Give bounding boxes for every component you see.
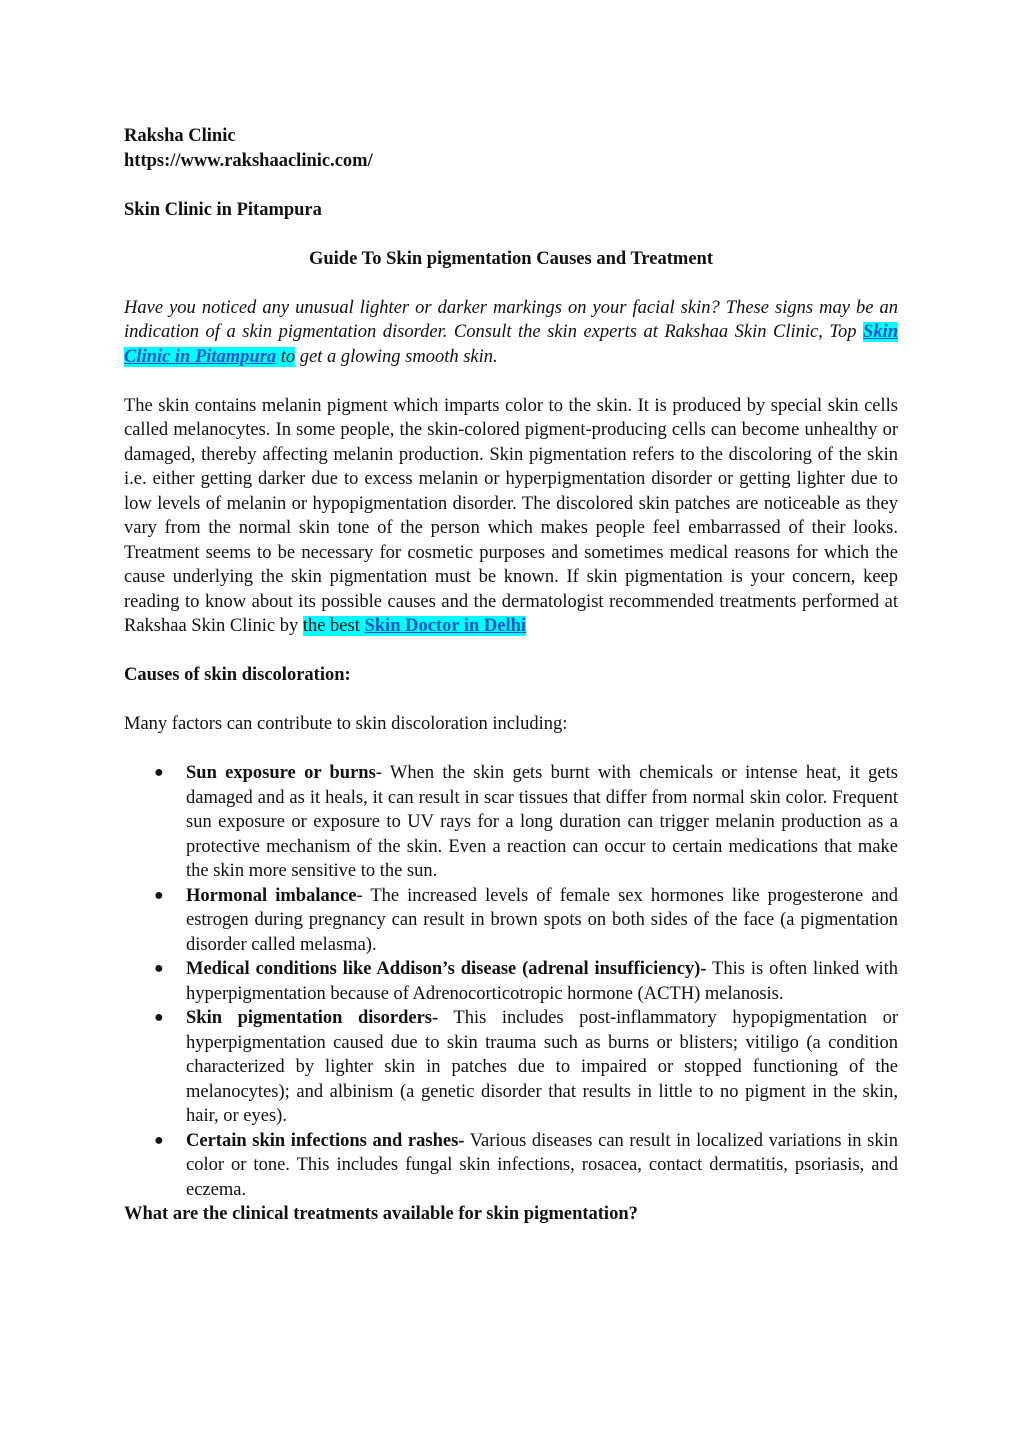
cause-desc: This includes post-inflammatory hypopigmentation or hyperpigmentation caused due to skin trauma such as burns or blisters; vitiligo (a condition characterized by lighter skin in patches due to impaired or stopped functioning of the melanocytes); and albinism (a genetic disorder that results in little to no pigment in the skin, hair, or eyes). bbox=[186, 1008, 898, 1126]
body-text: The skin contains melanin pigment which imparts color to the skin. It is produced by special skin cells called melanocytes. In some people, the skin-colored pigment-producing cells can become unhealthy or damaged, thereby affecting melanin production. Skin pigmentation refers to the discoloring of the skin i.e. either getting darker due to excess melanin or hyperpigmentation disorder or getting lighter due to low levels of melanin or hypopigmentation disorder. The discolored skin patches are noticeable as they vary from the normal skin tone of the person which makes people feel embarrassed of their looks. Treatment seems to be necessary for cosmetic purposes and sometimes medical reasons for which the cause underlying the skin pigmentation must be known. If skin pigmentation is your concern, keep reading to know about its possible causes and the dermatologist recommended treatments performed at Rakshaa Skin Clinic by bbox=[124, 395, 898, 636]
cause-desc: - The increased levels of female sex hormones like progesterone and estrogen during pregnancy can result in brown spots on both sides of the face (a pigmentation disorder called melasma). bbox=[186, 885, 899, 955]
cause-term: Skin pigmentation disorders- bbox=[186, 1008, 439, 1028]
cause-desc: - When the skin gets burnt with chemicals or intense heat, it gets damaged and as it heals, it can result in scar tissues that differ from normal skin color. Frequent sun exposure or exposure to UV rays for a long duration can trigger melanin production as a protective mechanism of the skin. Even a reaction can occur to certain medications that make the skin more sensitive to the sun. bbox=[186, 763, 898, 881]
cause-term: Certain skin infections and rashes- bbox=[186, 1130, 465, 1151]
article-title: Guide To Skin pigmentation Causes and Treatment bbox=[308, 248, 713, 269]
cause-desc: Various diseases can result in localized variations in skin color or tone. This includes fungal skin infections, rosacea, contact dermatitis, psoriasis, and eczema. bbox=[186, 1130, 898, 1200]
skin-clinic-link[interactable]: Skin Clinic in Pitampura bbox=[124, 322, 898, 367]
intro-tail: get a glowing smooth skin. bbox=[295, 346, 498, 367]
keyword-heading: Skin Clinic in Pitampura bbox=[124, 199, 322, 220]
body-paragraph bbox=[124, 394, 898, 639]
cause-term: Medical conditions like Addison’s disease (adrenal insufficiency)- bbox=[186, 959, 707, 979]
list-item bbox=[124, 1129, 898, 1203]
treatments-heading: What are the clinical treatments available for skin pigmentation? bbox=[124, 1204, 638, 1224]
cause-term: Sun exposure or burns bbox=[186, 763, 376, 783]
clinic-name: Raksha Clinic bbox=[124, 126, 236, 146]
list-item bbox=[124, 884, 898, 958]
list-item bbox=[124, 761, 898, 884]
list-item bbox=[124, 1006, 898, 1129]
body-highlight-text: the best bbox=[302, 616, 365, 636]
list-item bbox=[124, 957, 898, 1006]
bullet-icon: ● bbox=[154, 960, 164, 977]
intro-paragraph bbox=[124, 296, 898, 370]
document-page bbox=[124, 124, 898, 1227]
bullet-icon: ● bbox=[154, 886, 164, 904]
cause-term: Hormonal imbalance bbox=[186, 885, 357, 906]
causes-heading: Causes of skin discoloration: bbox=[124, 665, 351, 685]
intro-text: Have you noticed any unusual lighter or darker markings on your facial skin? These signs may be an indication of a skin pigmentation disorder. Consult the skin experts at Rakshaa Skin Clinic, Top bbox=[124, 297, 898, 342]
body-highlight bbox=[303, 616, 526, 636]
causes-list bbox=[124, 761, 898, 1202]
bullet-icon: ● bbox=[154, 1009, 164, 1026]
bullet-icon: ● bbox=[154, 1131, 164, 1149]
cause-desc: This is often linked with hyperpigmentation because of Adrenocorticotropic hormone (ACTH) melanosis. bbox=[186, 959, 898, 1004]
bullet-icon: ● bbox=[154, 764, 164, 781]
intro-highlight-text: to bbox=[276, 346, 296, 367]
clinic-url: https://www.rakshaaclinic.com/ bbox=[124, 150, 373, 171]
skin-doctor-link[interactable]: Skin Doctor in Delhi bbox=[364, 616, 527, 636]
causes-intro: Many factors can contribute to skin discoloration including: bbox=[124, 714, 568, 734]
